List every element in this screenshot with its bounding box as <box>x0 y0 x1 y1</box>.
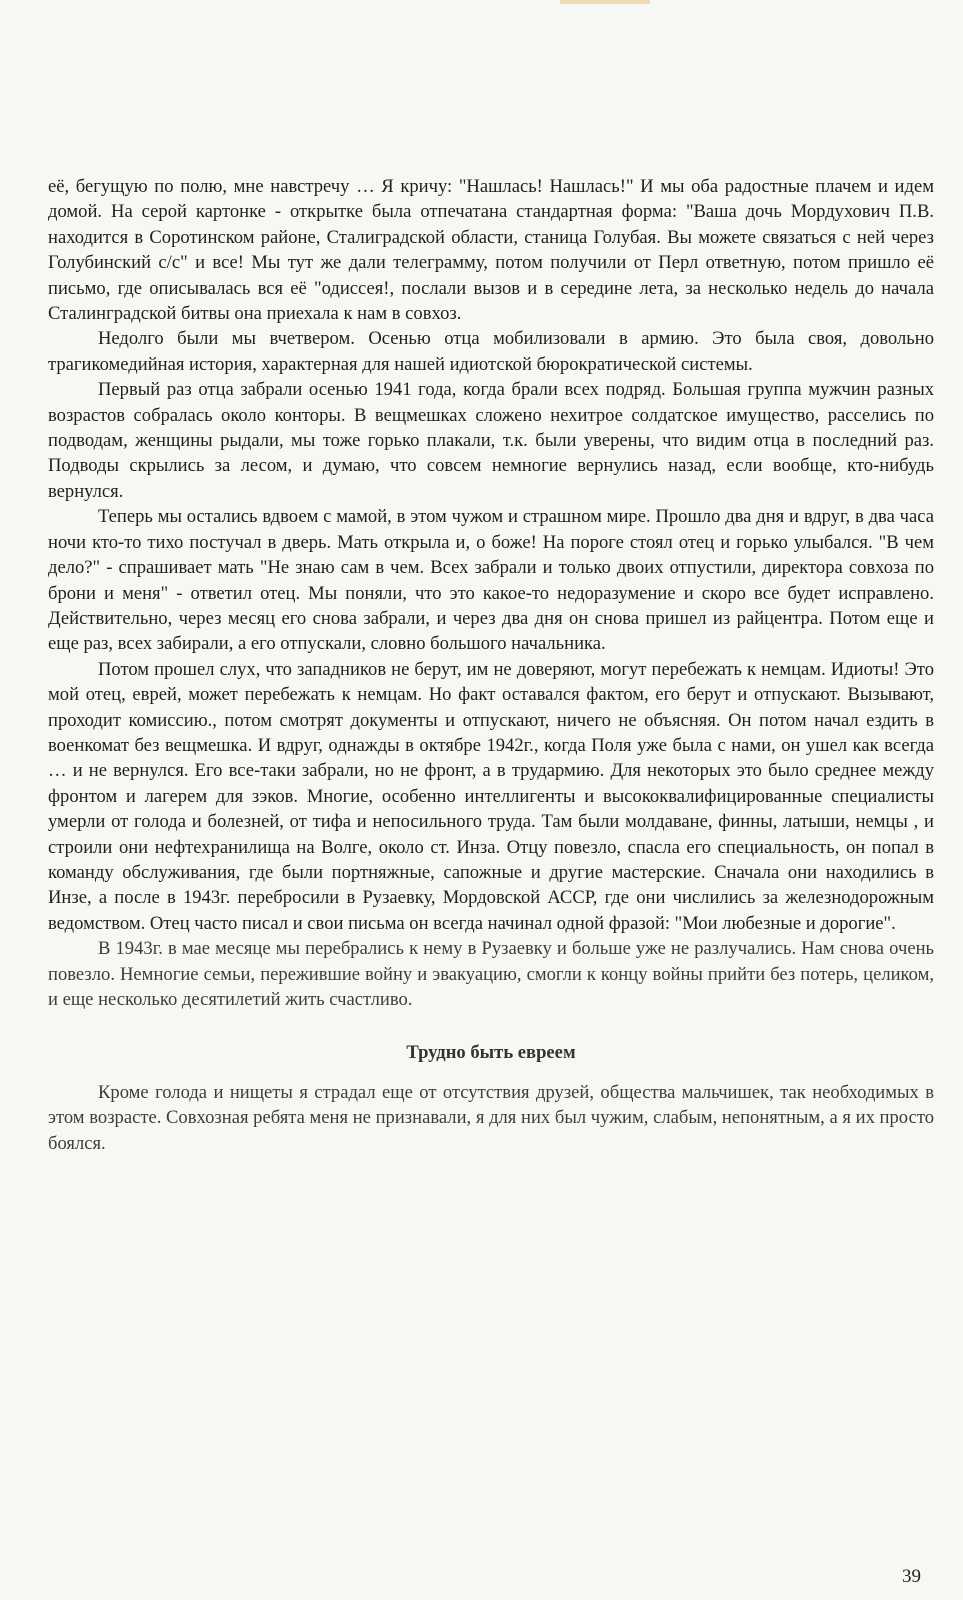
paragraph-5: Потом прошел слух, что западников не берут, им не доверяют, могут перебежать к немцам. Идиоты! Это мой отец, еврей, может перебежать к немцам. Но факт оставался фактом, его берут и отпускают. Вызывают, проходит комиссию., потом смотрят документы и отпускают, ничего не объясняя. Он потом начал ездить в военкомат без вещмешка. И вдруг, однажды в октябре 1942г., когда Поля уже была с нами, он ушел как всегда … и не вернулся. Его все-таки забрали, но не фронт, а в трудармию. Для некоторых это было среднее между фронтом и лагерем для зэков. Многие, особенно интеллигенты и высококвалифицированные специалисты умерли от голода и болезней, от тифа и непосильного труда. Там были молдаване, финны, латыши, немцы , и строили они нефтехранилища на Волге, около ст. Инза. Отцу повезло, спасла его специальность, он попал в команду обслуживания, где были портняжные, сапожные и другие мастерские. Сначала они находились в Инзе, а после в 1943г. перебросили в Рузаевку, Мордовской АССР, где они числились за железнодорожным ведомством. Отец часто писал и свои письма он всегда начинал одной фразой: "Мои любезные и дорогие". <box>48 658 934 934</box>
section-paragraph-1: Кроме голода и нищеты я страдал еще от отсутствия друзей, общества мальчишек, так необходимых в этом возрасте. Совхозная ребята меня не признавали, я для них был чужим, слабым, непонятным, а я их просто боялся. <box>48 1081 934 1154</box>
paragraph-6: В 1943г. в мае месяце мы перебрались к нему в Рузаевку и больше уже не разлучались. Нам снова очень повезло. Немногие семьи, пережившие войну и эвакуацию, смогли к концу войны прийти без потерь, целиком, и еще несколько десятилетий жить счастливо. <box>48 938 934 1010</box>
paragraph-1: её, бегущую по полю, мне навстречу … Я кричу: "Нашлась! Нашлась!" И мы оба радостные плачем и идем домой. На серой картонке - открытке была отпечатана стандартная форма: "Ваша дочь Мордухович П.В. находится в Соротинском районе, Сталиградской области, станица Голубая. Вы можете связаться с ней через Голубинский с/с" и все! Мы тут же дали телеграмму, потом получили от Перл ответную, потом пришло её письмо, где описывалась вся её "одиссея!, послали вызов и в середине лета, за несколько недель до начала Сталинградской битвы она приехала к нам в совхоз. <box>48 176 934 325</box>
section-title: Трудно быть евреем <box>406 1042 576 1064</box>
document-page <box>48 174 934 1156</box>
paragraph-4: Теперь мы остались вдвоем с мамой, в этом чужом и страшном мире. Прошло два дня и вдруг, в два часа ночи кто-то тихо постучал в дверь. Мать открыла и, о боже! На пороге стоял отец и горько улыбался. "В чем дело?" - спрашивает мать "Не знаю сам в чем. Всех забрали и только двоих отпустили, директора совхоза по брони и меня" - ответил отец. Мы поняли, что это какое-то недоразумение и скоро все будет исправлено. Действительно, через месяц его снова забрали, и через два дня он снова пришел из райцентра. Потом еще и еще раз, всех забирали, а его отпускали, словно большого начальника. <box>48 506 934 655</box>
paragraph-3: Первый раз отца забрали осенью 1941 года, когда брали всех подряд. Большая группа мужчин разных возрастов собралась около конторы. В вещмешках сложено нехитрое солдатское имущество, расселись по подводам, женщины рыдали, мы тоже горько плакали, т.к. были уверены, что видим отца в последний раз. Подводы скрылись за лесом, и думаю, что совсем немногие вернулись назад, если вообще, кто-нибудь вернулся. <box>48 379 934 502</box>
scan-edge-mark <box>560 0 650 4</box>
paragraph-2: Недолго были мы вчетвером. Осенью отца мобилизовали в армию. Это была своя, довольно трагикомедийная история, характерная для нашей идиотской бюрократической системы. <box>48 328 934 375</box>
page-number: 39 <box>902 1566 921 1587</box>
